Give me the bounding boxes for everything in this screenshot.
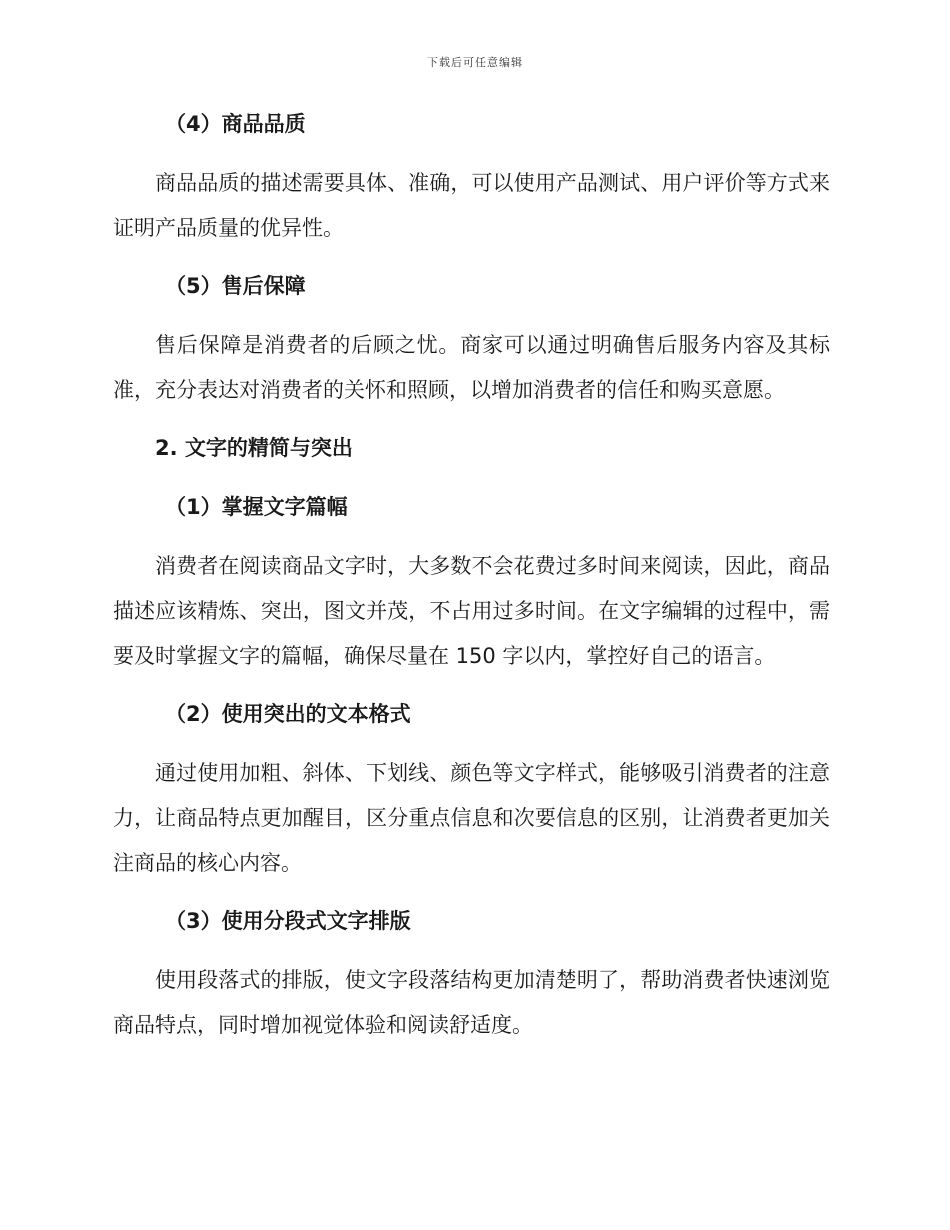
section-heading-text-conciseness: 2. 文字的精简与突出 xyxy=(155,436,353,460)
paragraph-product-quality: 商品品质的描述需要具体、准确，可以使用产品测试、用户评价等方式来证明产品质量的优异性。 xyxy=(113,171,830,240)
paragraph-paragraph-layout: 使用段落式的排版，使文字段落结构更加清楚明了，帮助消费者快速浏览商品特点，同时增加视觉体验和阅读舒适度。 xyxy=(113,968,830,1037)
document-body xyxy=(113,108,830,1067)
heading-paragraph-layout: （3）使用分段式文字排版 xyxy=(165,909,411,933)
heading-product-quality: （4）商品品质 xyxy=(165,112,306,136)
running-header: 下载后可任意编辑 xyxy=(427,56,523,69)
paragraph-after-sales: 售后保障是消费者的后顾之忧。商家可以通过明确售后服务内容及其标准，充分表达对消费者的关怀和照顾，以增加消费者的信任和购买意愿。 xyxy=(113,333,830,402)
paragraph-text-format: 通过使用加粗、斜体、下划线、颜色等文字样式，能够吸引消费者的注意力，让商品特点更加醒目，区分重点信息和次要信息的区别，让消费者更加关注商品的核心内容。 xyxy=(113,761,830,875)
heading-text-length: （1）掌握文字篇幅 xyxy=(165,495,348,519)
heading-after-sales: （5）售后保障 xyxy=(165,274,306,298)
heading-text-format: （2）使用突出的文本格式 xyxy=(165,702,411,726)
paragraph-text-length: 消费者在阅读商品文字时，大多数不会花费过多时间来阅读，因此，商品描述应该精炼、突出，图文并茂，不占用过多时间。在文字编辑的过程中，需要及时掌握文字的篇幅，确保尽量在 150 字以内，掌控好自己的语言。 xyxy=(113,554,830,668)
